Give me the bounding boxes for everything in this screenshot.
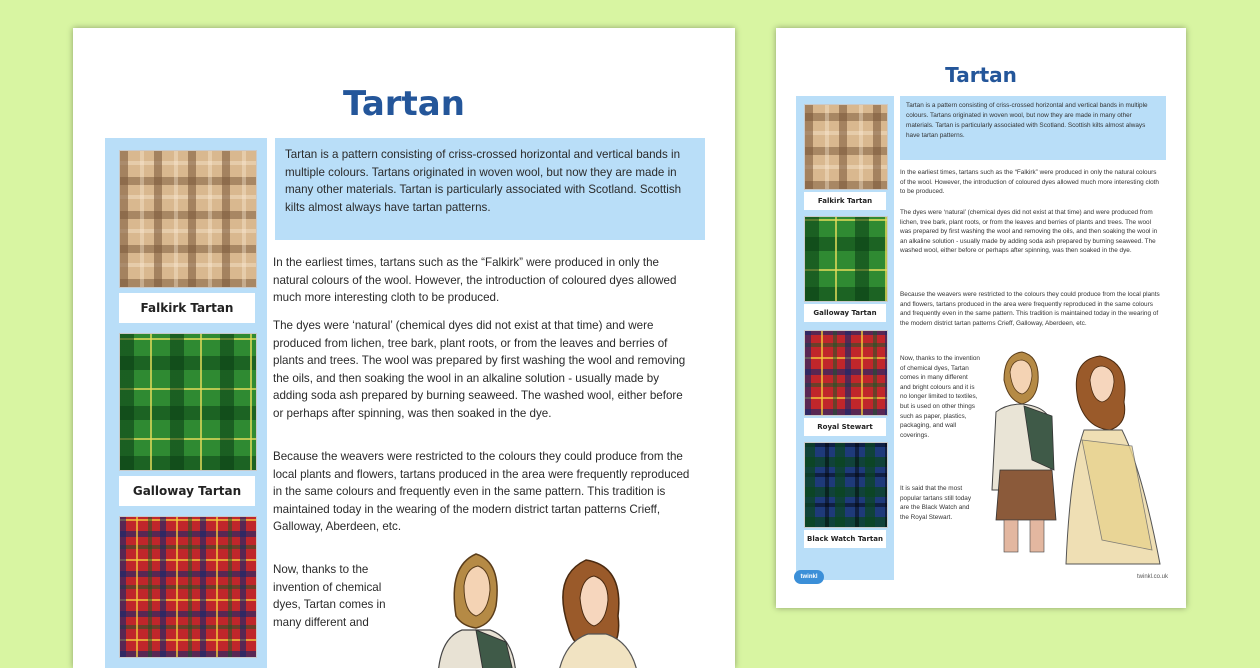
paragraph-1-small: In the earliest times, tartans such as the “Falkirk” were produced in only the natural colours of the wool. However, the introduction of coloured dyes allowed much more interesting cloth to be produced. <box>900 169 1159 196</box>
twinkl-logo: twinkl <box>794 570 824 584</box>
falkirk-tartan-label: Falkirk Tartan <box>119 293 255 323</box>
paragraph-4: Now, thanks to the invention of chemical dyes, Tartan comes in many different and <box>273 563 386 629</box>
paragraph-5-small: It is said that the most popular tartans still today are the Black Watch and the Royal Stewart. <box>900 485 972 521</box>
royal-stewart-tartan-label-small: Royal Stewart <box>804 418 886 436</box>
tartan-sidebar-small <box>796 96 894 580</box>
black-watch-tartan-swatch-small <box>804 442 888 528</box>
galloway-tartan-swatch <box>119 333 257 471</box>
paragraph-3-small: Because the weavers were restricted to the colours they could produce from the local plants and flowers, tartans produced in the area were frequently reproduced in the same colours and frequently even in the same pattern. This tradition is maintained today in the wearing of the modern district tartan patterns Crieff, Galloway, Aberdeen, etc. <box>900 291 1160 327</box>
scottish-couple-illustration-small <box>982 350 1168 570</box>
intro-box-small: Tartan is a pattern consisting of criss-crossed horizontal and vertical bands in multiple colours. Tartans originated in woven wool, but now they are made in many other materials. Tartan is particularly associated with Scotland. Scottish kilts almost always have tartan patterns. <box>900 96 1166 160</box>
page-title-small: Tartan <box>945 63 1017 87</box>
tartan-sidebar <box>105 138 267 668</box>
galloway-tartan-swatch-small <box>804 216 888 302</box>
falkirk-tartan-label-small: Falkirk Tartan <box>804 192 886 210</box>
galloway-tartan-label-small: Galloway Tartan <box>804 304 886 322</box>
intro-box: Tartan is a pattern consisting of criss-crossed horizontal and vertical bands in multiple colours. Tartans originated in woven wool, but now they are made in many other materials. Tartan is particularly associated with Scotland. Scottish kilts almost always have tartan patterns. <box>275 138 705 240</box>
paragraph-2-small: The dyes were ‘natural’ (chemical dyes did not exist at that time) and were produced from lichen, tree bark, plant roots, or from the leaves and berries of plants and trees. The wool was prepared by first washing the wool and removing the oils, and then soaking the wool in an alkaline solution - usually made by adding soda ash prepared by burning seaweed. The washed wool, either before or perhaps after spinning, was then soaked in the dye. <box>900 209 1158 255</box>
royal-stewart-tartan-swatch-small <box>804 330 888 416</box>
document-page-small <box>776 28 1186 608</box>
paragraph-4-small: Now, thanks to the invention of chemical dyes, Tartan comes in many different and bright colours and it is no longer limited to textiles, but is used on other things such as paper, plastics, packaging, and wall coverings. <box>900 355 980 439</box>
galloway-tartan-label: Galloway Tartan <box>119 476 255 506</box>
paragraph-2: The dyes were ‘natural’ (chemical dyes did not exist at that time) and were produced from lichen, tree bark, plant roots, or from the leaves and berries of plants and trees. The wool was prepared by first washing the wool and removing the oils, and then soaking the wool in an alkaline solution - usually made by adding soda ash prepared by burning seaweed. The washed wool, either before or perhaps after spinning, was then soaked in the dye. <box>273 319 686 420</box>
footer-url: twinkl.co.uk <box>1136 574 1168 580</box>
black-watch-tartan-label-small: Black Watch Tartan <box>804 530 886 548</box>
scottish-couple-illustration <box>418 546 648 668</box>
paragraph-3: Because the weavers were restricted to the colours they could produce from the local plants and flowers, tartans produced in the area were frequently reproduced in the same colours and frequently even in the same pattern. This tradition is maintained today in the wearing of the modern district tartan patterns Crieff, Galloway, Aberdeen, etc. <box>273 450 690 533</box>
page-title: Tartan <box>343 84 465 124</box>
royal-stewart-tartan-swatch <box>119 516 257 658</box>
falkirk-tartan-swatch-small <box>804 104 888 190</box>
document-page-large <box>73 28 735 668</box>
paragraph-1: In the earliest times, tartans such as the “Falkirk” were produced in only the natural colours of the wool. However, the introduction of coloured dyes allowed much more interesting cloth to be produced. <box>273 256 677 304</box>
falkirk-tartan-swatch <box>119 150 257 288</box>
